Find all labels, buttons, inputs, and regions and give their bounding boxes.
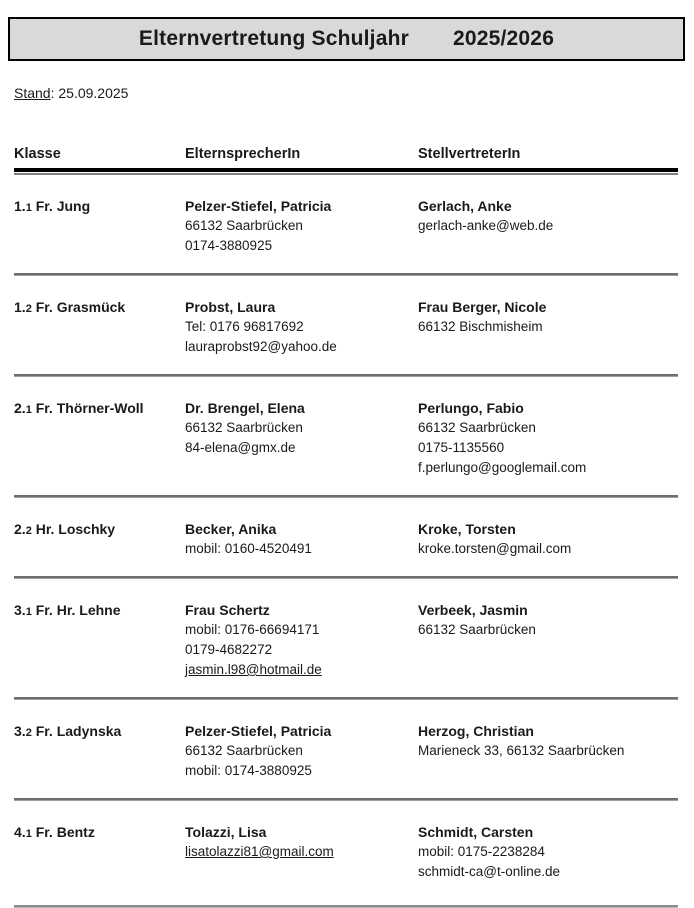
column-header-stellvertreterin: StellvertreterIn <box>418 146 521 162</box>
stellvertreter-name: Verbeek, Jasmin <box>418 602 528 618</box>
contact-line: 66132 Saarbrücken <box>185 218 303 233</box>
contact-line: lauraprobst92@yahoo.de <box>185 339 337 354</box>
cell-stellvertreter <box>418 600 676 680</box>
contact-line: Marieneck 33, 66132 Saarbrücken <box>418 743 625 758</box>
table-row <box>0 377 694 495</box>
stellvertreter-name: Schmidt, Carsten <box>418 824 534 840</box>
title-banner <box>8 17 685 61</box>
contact-line: 66132 Saarbrücken <box>185 743 303 758</box>
contact-line: mobil: 0160-4520491 <box>185 541 312 556</box>
klasse-number: 1. <box>14 299 26 315</box>
klasse-subnumber: 1 <box>25 202 32 214</box>
table-row <box>0 801 694 899</box>
klasse-teacher: Hr. Loschky <box>35 521 116 537</box>
cell-stellvertreter <box>418 519 676 559</box>
klasse-subnumber: 1 <box>25 606 32 618</box>
contact-line: mobil: 0176-66694171 <box>185 622 320 637</box>
klasse-teacher: Fr. Ladynska <box>35 723 122 739</box>
klasse-subnumber: 1 <box>25 828 32 840</box>
cell-stellvertreter <box>418 196 676 256</box>
contact-line: f.perlungo@googlemail.com <box>418 460 587 475</box>
contact-line: 0175-1135560 <box>418 440 505 455</box>
table-body <box>0 175 694 899</box>
klasse-number: 3. <box>14 602 26 618</box>
klasse-teacher: Fr. Grasmück <box>35 299 126 315</box>
klasse-number: 1. <box>14 198 26 214</box>
cell-klasse <box>14 721 185 781</box>
cell-klasse <box>14 519 185 559</box>
klasse-subnumber: 1 <box>25 404 32 416</box>
cell-klasse <box>14 398 185 478</box>
page-title-year: 2025/2026 <box>453 27 555 50</box>
table-row <box>0 175 694 273</box>
cell-elternsprecher <box>185 398 418 478</box>
cell-elternsprecher <box>185 822 418 882</box>
cell-klasse <box>14 600 185 680</box>
klasse-number: 2. <box>14 521 26 537</box>
cell-klasse <box>14 822 185 882</box>
cell-elternsprecher <box>185 721 418 781</box>
contact-line: 66132 Saarbrücken <box>418 622 536 637</box>
table-row <box>0 498 694 576</box>
contact-line: schmidt-ca@t-online.de <box>418 864 561 879</box>
stand-label: Stand <box>14 85 51 101</box>
table-row <box>0 579 694 697</box>
cell-stellvertreter <box>418 721 676 781</box>
stellvertreter-name: Kroke, Torsten <box>418 521 516 537</box>
stellvertreter-name: Frau Berger, Nicole <box>418 299 547 315</box>
elternsprecher-name: Frau Schertz <box>185 602 270 618</box>
stand-line <box>14 85 694 101</box>
contact-line: gerlach-anke@web.de <box>418 218 554 233</box>
cell-stellvertreter <box>418 297 676 357</box>
document-page <box>0 17 694 908</box>
klasse-subnumber: 2 <box>25 525 32 537</box>
klasse-teacher: Fr. Bentz <box>35 824 95 840</box>
contact-line: mobil: 0174-3880925 <box>185 763 312 778</box>
klasse-teacher: Fr. Thörner-Woll <box>35 400 144 416</box>
email-link[interactable]: lisatolazzi81@gmail.com <box>185 844 334 859</box>
cell-klasse <box>14 297 185 357</box>
contact-line: 84-elena@gmx.de <box>185 440 296 455</box>
contact-line: mobil: 0175-2238284 <box>418 844 545 859</box>
elternsprecher-name: Pelzer-Stiefel, Patricia <box>185 723 332 739</box>
column-header-klasse: Klasse <box>14 146 61 162</box>
contact-line: 66132 Saarbrücken <box>185 420 303 435</box>
table-header-row <box>14 145 676 163</box>
contact-line: 66132 Bischmisheim <box>418 319 543 334</box>
elternsprecher-name: Pelzer-Stiefel, Patricia <box>185 198 332 214</box>
elternsprecher-name: Dr. Brengel, Elena <box>185 400 305 416</box>
klasse-number: 2. <box>14 400 26 416</box>
cell-elternsprecher <box>185 297 418 357</box>
stellvertreter-name: Perlungo, Fabio <box>418 400 524 416</box>
contact-line: 0179-4682272 <box>185 642 273 657</box>
stellvertreter-name: Gerlach, Anke <box>418 198 512 214</box>
cell-stellvertreter <box>418 398 676 478</box>
table-row <box>0 276 694 374</box>
stellvertreter-name: Herzog, Christian <box>418 723 534 739</box>
klasse-subnumber: 2 <box>25 303 32 315</box>
page-title: Elternvertretung Schuljahr <box>138 27 409 50</box>
column-header-elternsprecherin: ElternsprecherIn <box>185 146 301 162</box>
cell-elternsprecher <box>185 519 418 559</box>
stand-date: : 25.09.2025 <box>50 85 129 101</box>
contact-line: Tel: 0176 96817692 <box>185 319 304 334</box>
cell-elternsprecher <box>185 600 418 680</box>
elternsprecher-name: Tolazzi, Lisa <box>185 824 267 840</box>
header-rule <box>14 168 678 175</box>
contact-line: kroke.torsten@gmail.com <box>418 541 572 556</box>
klasse-teacher: Fr. Jung <box>35 198 91 214</box>
klasse-number: 3. <box>14 723 26 739</box>
cell-klasse <box>14 196 185 256</box>
contact-line: 66132 Saarbrücken <box>418 420 536 435</box>
email-link[interactable]: jasmin.l98@hotmail.de <box>185 662 322 677</box>
klasse-subnumber: 2 <box>25 727 32 739</box>
elternsprecher-name: Probst, Laura <box>185 299 276 315</box>
contact-line: 0174-3880925 <box>185 238 273 253</box>
klasse-number: 4. <box>14 824 26 840</box>
cell-elternsprecher <box>185 196 418 256</box>
klasse-teacher: Fr. Hr. Lehne <box>35 602 121 618</box>
elternsprecher-name: Becker, Anika <box>185 521 277 537</box>
cell-stellvertreter <box>418 822 676 882</box>
table-row <box>0 700 694 798</box>
